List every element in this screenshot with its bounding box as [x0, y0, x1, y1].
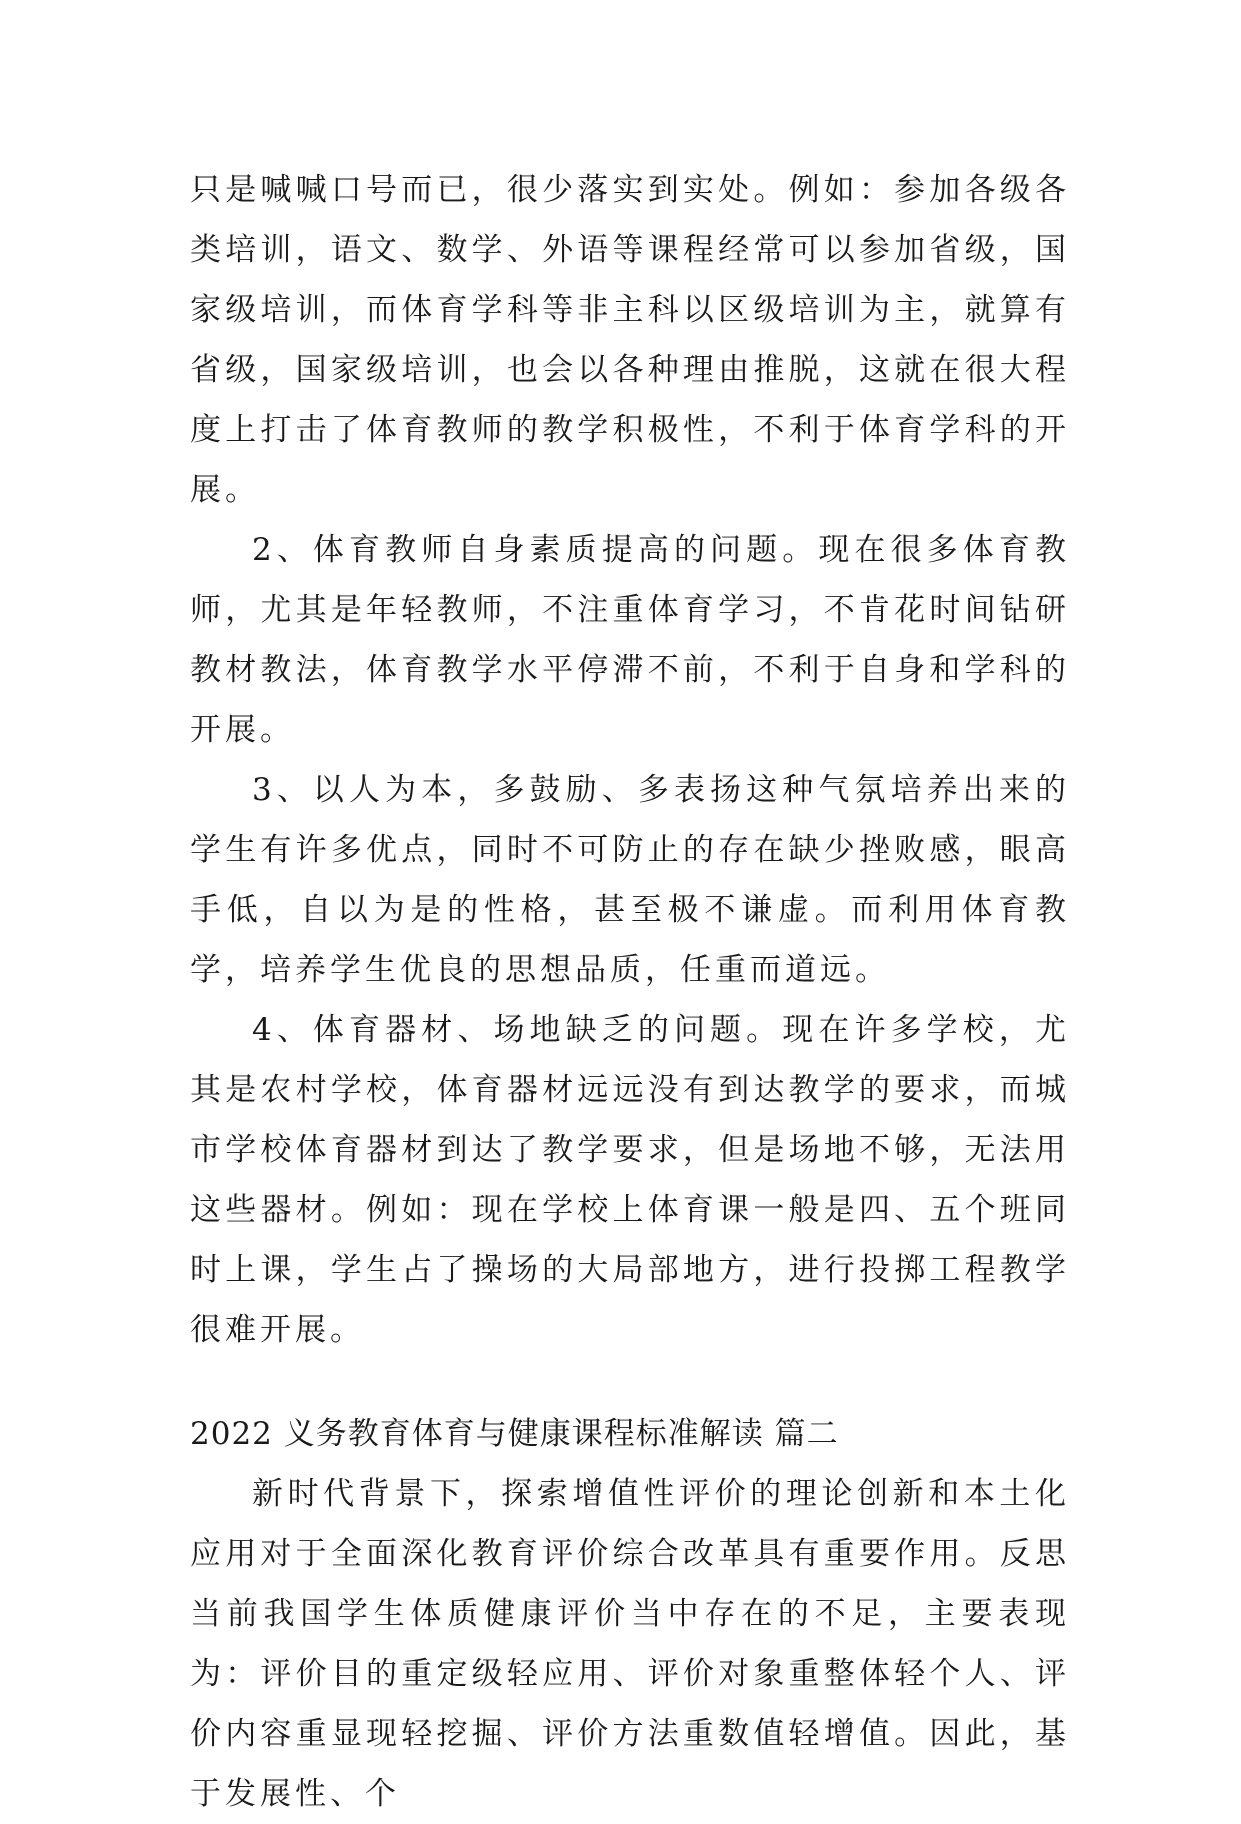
paragraph-item-2: 2、体育教师自身素质提高的问题。现在很多体育教师，尤其是年轻教师，不注重体育学习，不肯花时间钻研教材教法，体育教学水平停滞不前，不利于自身和学科的开展。: [190, 532, 1070, 748]
paragraph-item-4: 4、体育器材、场地缺乏的问题。现在许多学校，尤其是农村学校，体育器材远远没有到达教学的要求，而城市学校体育器材到达了教学要求，但是场地不够，无法用这些器材。例如：现在学校上体育课一般是四、五个班同时上课，学生占了操场的大局部地方，进行投掷工程教学很难开展。: [190, 1012, 1070, 1348]
document-body: [190, 160, 1070, 1824]
section-heading: 2022 义务教育体育与健康课程标准解读 篇二: [190, 1416, 839, 1452]
paragraph-item-3: 3、以人为本，多鼓励、多表扬这种气氛培养出来的学生有许多优点，同时不可防止的存在缺少挫败感，眼高手低，自以为是的性格，甚至极不谦虚。而利用体育教学，培养学生优良的思想品质，任重而道远。: [190, 772, 1070, 988]
paragraph-continuation: 只是喊喊口号而已，很少落实到实处。例如：参加各级各类培训，语文、数学、外语等课程经常可以参加省级，国家级培训，而体育学科等非主科以区级培训为主，就算有省级，国家级培训，也会以各种理由推脱，这就在很大程度上打击了体育教师的教学积极性，不利于体育学科的开展。: [190, 172, 1070, 508]
section-paragraph: 新时代背景下，探索增值性评价的理论创新和本土化应用对于全面深化教育评价综合改革具有重要作用。反思当前我国学生体质健康评价当中存在的不足，主要表现为：评价目的重定级轻应用、评价对象重整体轻个人、评价内容重显现轻挖掘、评价方法重数值轻增值。因此，基于发展性、个: [190, 1476, 1070, 1812]
